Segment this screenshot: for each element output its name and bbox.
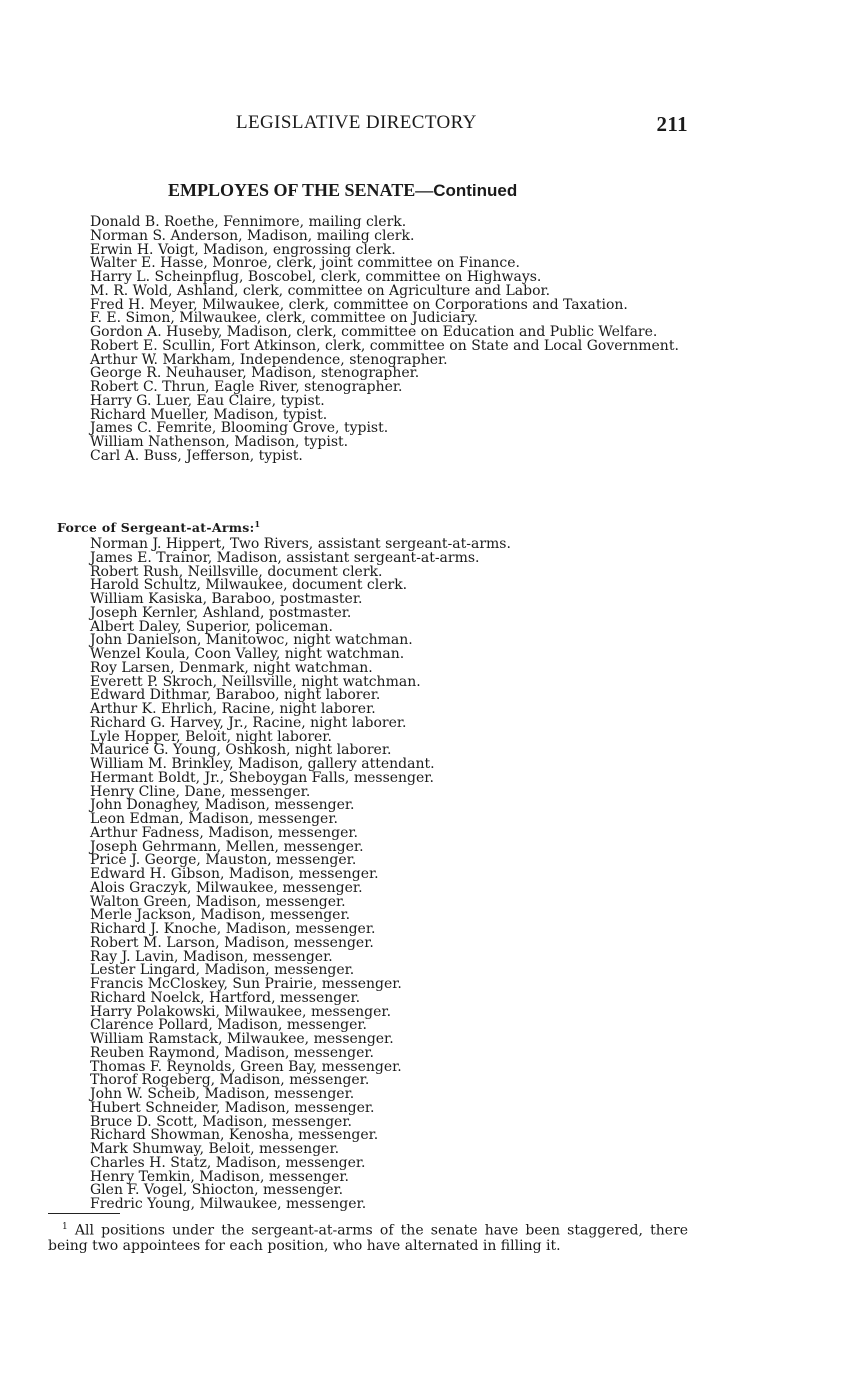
list-item: Hubert Schneider, Madison, messenger. bbox=[90, 1099, 375, 1116]
list-item: William Nathenson, Madison, typist. bbox=[90, 434, 349, 450]
list-item: Carl A. Buss, Jefferson, typist. bbox=[90, 447, 303, 464]
running-head bbox=[236, 112, 688, 138]
list-item: Price J. George, Mauston, messenger. bbox=[90, 852, 357, 869]
list-item: Merle Jackson, Madison, messenger. bbox=[90, 907, 351, 924]
list-item: Everett P. Skroch, Neillsville, night watchman. bbox=[90, 673, 421, 690]
list-item: Erwin H. Voigt, Madison, engrossing clerk. bbox=[90, 241, 396, 258]
list-item: Arthur K. Ehrlich, Racine, night laborer. bbox=[90, 701, 376, 717]
list-item: William Kasiska, Baraboo, postmaster. bbox=[90, 591, 363, 607]
list-item: Richard Mueller, Madison, typist. bbox=[90, 406, 328, 423]
section-continued: Continued bbox=[433, 181, 518, 200]
list-item: Mark Shumway, Beloit, messenger. bbox=[90, 1141, 340, 1157]
list-item: Arthur W. Markham, Independence, stenographer. bbox=[90, 351, 448, 368]
section-title: EMPLOYES OF THE SENATE— bbox=[168, 180, 434, 200]
footnote-reference: 1 bbox=[254, 519, 261, 529]
senate-employees-list bbox=[90, 216, 690, 464]
list-item: Henry Cline, Dane, messenger. bbox=[90, 783, 311, 800]
list-item: Roy Larsen, Denmark, night watchman. bbox=[90, 659, 373, 676]
list-item: Hermant Boldt, Jr., Sheboygan Falls, messenger. bbox=[90, 769, 434, 786]
sergeant-at-arms-title: Force of Sergeant-at-Arms: bbox=[57, 520, 255, 536]
list-item: John Donaghey, Madison, messenger. bbox=[90, 797, 355, 814]
list-item: James C. Femrite, Blooming Grove, typist. bbox=[90, 420, 389, 437]
list-item: Joseph Gehrmann, Mellen, messenger. bbox=[90, 838, 364, 855]
list-item: Edward H. Gibson, Madison, messenger. bbox=[90, 866, 379, 882]
footnote bbox=[48, 1220, 688, 1254]
list-item: Robert M. Larson, Madison, messenger. bbox=[90, 934, 374, 951]
list-item: Robert Rush, Neillsville, document clerk. bbox=[90, 563, 383, 580]
list-item: Alois Graczyk, Milwaukee, messenger. bbox=[90, 879, 363, 896]
list-item: Richard G. Harvey, Jr., Racine, night laborer. bbox=[90, 714, 407, 731]
list-item: James E. Trainor, Madison, assistant sergeant-at-arms. bbox=[90, 549, 480, 566]
list-item: Robert C. Thrun, Eagle River, stenographer. bbox=[90, 379, 403, 395]
page-number: 211 bbox=[656, 112, 688, 136]
list-item: Richard Showman, Kenosha, messenger. bbox=[90, 1127, 379, 1144]
list-item: Glen F. Vogel, Shiocton, messenger. bbox=[90, 1182, 344, 1199]
list-item: Arthur Fadness, Madison, messenger. bbox=[90, 824, 358, 841]
list-item: Norman S. Anderson, Madison, mailing clerk. bbox=[90, 227, 415, 244]
list-item: Joseph Kernler, Ashland, postmaster. bbox=[90, 604, 352, 621]
list-item: Walton Green, Madison, messenger. bbox=[90, 893, 346, 910]
list-item: Clarence Pollard, Madison, messenger. bbox=[90, 1017, 367, 1034]
list-item: Ray J. Lavin, Madison, messenger. bbox=[90, 948, 333, 965]
sergeant-force-list bbox=[90, 538, 690, 1212]
list-item: Harry Polakowski, Milwaukee, messenger. bbox=[90, 1003, 392, 1020]
list-item: Maurice G. Young, Oshkosh, night laborer. bbox=[90, 742, 392, 759]
list-item: Gordon A. Huseby, Madison, clerk, committee on Education and Public Welfare. bbox=[90, 324, 658, 340]
list-item: Robert E. Scullin, Fort Atkinson, clerk, committee on State and Local Government. bbox=[90, 337, 679, 354]
list-item: Norman J. Hippert, Two Rivers, assistant sergeant-at-arms. bbox=[90, 536, 511, 552]
list-item: M. R. Wold, Ashland, clerk, committee on Agriculture and Labor. bbox=[90, 282, 551, 299]
list-item: Walter E. Hasse, Monroe, clerk, joint committee on Finance. bbox=[90, 255, 521, 272]
list-item: Thorof Rogeberg, Madison, messenger. bbox=[90, 1072, 370, 1089]
list-item: Harry G. Luer, Eau Claire, typist. bbox=[90, 392, 325, 409]
list-item: Wenzel Koula, Coon Valley, night watchman. bbox=[90, 646, 405, 662]
list-item: Edward Dithmar, Baraboo, night laborer. bbox=[90, 687, 381, 704]
list-item: Henry Temkin, Madison, messenger. bbox=[90, 1168, 349, 1185]
list-item: Lyle Hopper, Beloit, night laborer. bbox=[90, 728, 332, 745]
list-item: Charles H. Statz, Madison, messenger. bbox=[90, 1154, 366, 1171]
list-item: Richard Noelck, Hartford, messenger. bbox=[90, 989, 361, 1006]
list-item: Bruce D. Scott, Madison, messenger. bbox=[90, 1113, 352, 1130]
list-item: Lester Lingard, Madison, messenger. bbox=[90, 962, 355, 979]
list-item: William M. Brinkley, Madison, gallery attendant. bbox=[90, 756, 435, 772]
list-item: John Danielson, Manitowoc, night watchman. bbox=[90, 632, 413, 649]
list-item: Richard J. Knoche, Madison, messenger. bbox=[90, 921, 376, 937]
list-item: Thomas F. Reynolds, Green Bay, messenger. bbox=[90, 1058, 402, 1075]
list-item: George R. Neuhauser, Madison, stenographer. bbox=[90, 365, 420, 382]
footnote-mark: 1 bbox=[62, 1222, 68, 1232]
sergeant-at-arms-heading bbox=[57, 519, 260, 535]
list-item: Reuben Raymond, Madison, messenger. bbox=[90, 1044, 374, 1061]
list-item: Donald B. Roethe, Fennimore, mailing clerk. bbox=[90, 214, 407, 230]
list-item: Leon Edman, Madison, messenger. bbox=[90, 811, 338, 827]
list-item: Francis McCloskey, Sun Prairie, messenger. bbox=[90, 976, 402, 992]
list-item: Fred H. Meyer, Milwaukee, clerk, committee on Corporations and Taxation. bbox=[90, 296, 628, 313]
list-item: John W. Scheib, Madison, messenger. bbox=[90, 1086, 355, 1102]
list-item: F. E. Simon, Milwaukee, clerk, committee on Judiciary. bbox=[90, 310, 478, 327]
section-heading bbox=[168, 180, 588, 201]
list-item: Albert Daley, Superior, policeman. bbox=[90, 618, 333, 635]
footnote-rule bbox=[48, 1213, 120, 1214]
footnote-text: All positions under the sergeant-at-arms of the senate have been staggered, there being two appointees for each position, who have alternated in filling it. bbox=[48, 1222, 688, 1254]
list-item: Fredric Young, Milwaukee, messenger. bbox=[90, 1196, 367, 1212]
list-item: Harold Schultz, Milwaukee, document clerk. bbox=[90, 577, 408, 594]
list-item: William Ramstack, Milwaukee, messenger. bbox=[90, 1031, 394, 1047]
list-item: Harry L. Scheinpflug, Boscobel, clerk, committee on Highways. bbox=[90, 269, 542, 285]
page-header-title: LEGISLATIVE DIRECTORY bbox=[236, 112, 477, 133]
